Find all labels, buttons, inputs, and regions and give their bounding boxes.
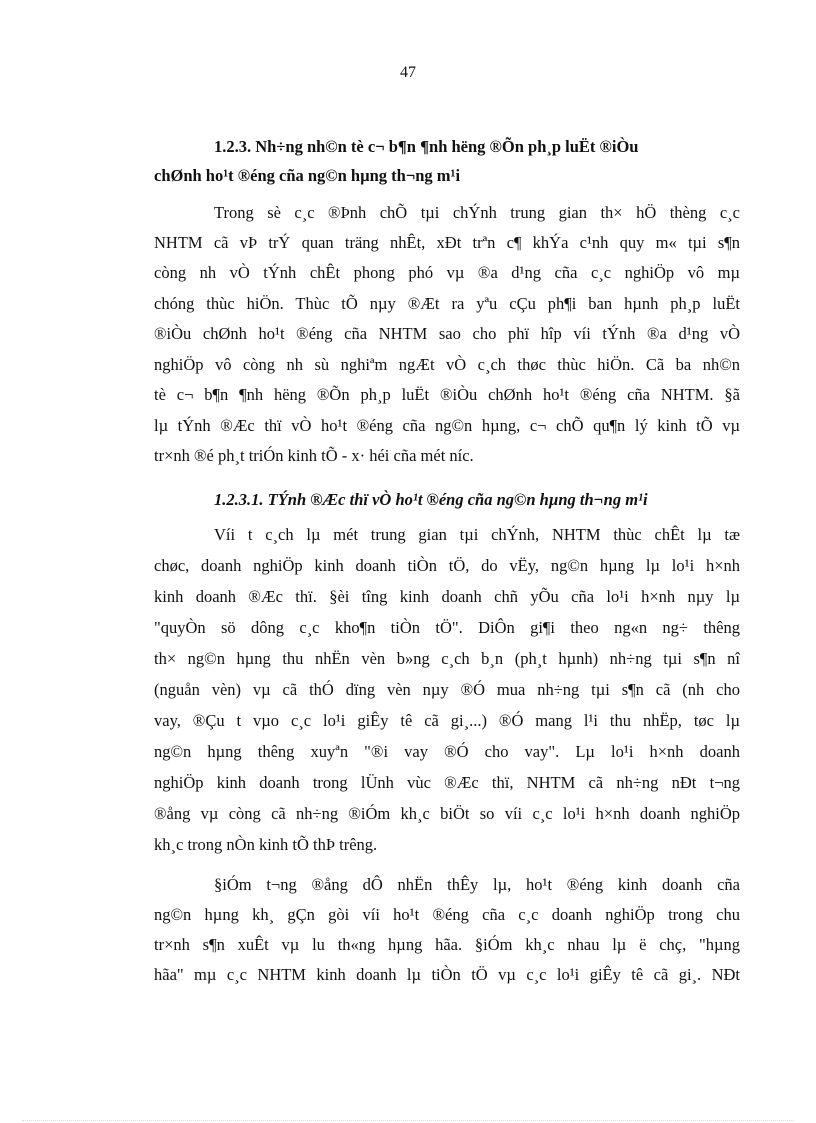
paragraph-line: §iÓm t¬ng ®ång dÔ nhËn thÊy lµ, ho¹t ®éng kinh doanh cña: [214, 875, 740, 894]
paragraph-line: hãa" mµ c¸c NHTM kinh doanh lµ tiÒn tÖ vµ c¸c lo¹i giÊy tê cã gi¸. NÐt: [154, 965, 740, 984]
page-bottom-divider: [22, 1120, 794, 1121]
paragraph-line: ®ång vµ còng cã nh÷ng ®iÓm kh¸c biÖt so víi c¸c lo¹i h×nh doanh nghiÖp: [154, 804, 740, 823]
paragraph-line: NHTM cã vÞ trÝ quan träng nhÊt, xÐt trªn c¶ khÝa c¹nh quy m« tµi s¶n: [154, 233, 740, 252]
paragraph-line: Víi t c¸ch lµ mét trung gian tµi chÝnh, NHTM thùc chÊt lµ tæ: [214, 525, 740, 544]
paragraph-line: (nguån vèn) vµ cã thÓ dïng vèn nµy ®Ó mua nh÷ng tµi s¶n cã (nh cho: [154, 680, 740, 699]
paragraph-line: kinh doanh ®Æc thï. §èi tîng kinh doanh chñ yÕu cña lo¹i h×nh nµy lµ: [154, 587, 740, 606]
paragraph-line: chøc, doanh nghiÖp kinh doanh tiÒn tÖ, do vËy, ng©n hµng lµ lo¹i h×nh: [154, 556, 740, 575]
paragraph-line: chóng thùc hiÖn. Thùc tÕ nµy ®Æt ra yªu cÇu ph¶i ban hµnh ph¸p luËt: [154, 294, 740, 313]
paragraph-line: vay, ®Çu t vµo c¸c lo¹i giÊy tê cã gi¸...) ®Ó mang l¹i thu nhËp, tøc lµ: [154, 711, 740, 730]
section-heading-line-1: 1.2.3. Nh÷ng nh©n tè c¬ b¶n ¶nh hëng ®Õn ph¸p luËt ®iÒu: [214, 137, 639, 156]
paragraph-line: nghiÖp vô còng nh sù nghiªm ngÆt vÒ c¸ch thøc thùc hiÖn. Cã ba nh©n: [154, 355, 740, 374]
paragraph-line: còng nh vÒ tÝnh chÊt phong phó vµ ®a d¹ng cña c¸c nghiÖp vô mµ: [154, 263, 740, 282]
paragraph-line: ®iÒu chØnh ho¹t ®éng cña NHTM sao cho phï hîp víi tÝnh ®a d¹ng vÒ: [154, 324, 740, 343]
paragraph-line: ng©n hµng kh¸ gÇn gòi víi ho¹t ®éng cña c¸c doanh nghiÖp trong chu: [154, 905, 740, 924]
paragraph-line: th× ng©n hµng thu nhËn vèn b»ng c¸ch b¸n (ph¸t hµnh) nh÷ng tµi s¶n nî: [154, 649, 740, 668]
paragraph-line: ng©n hµng thêng xuyªn "®i vay ®Ó cho vay". Lµ lo¹i h×nh doanh: [154, 742, 740, 761]
subsection-heading: 1.2.3.1. TÝnh ®Æc thï vÒ ho¹t ®éng cña ng©n hµng th¬ng m¹i: [214, 490, 648, 509]
page-number: 47: [400, 64, 416, 81]
paragraph-line: lµ tÝnh ®Æc thï vÒ ho¹t ®éng cña ng©n hµng, c¬ chÕ qu¶n lý kinh tÕ vµ: [154, 416, 740, 435]
paragraph-line: Trong sè c¸c ®Þnh chÕ tµi chÝnh trung gian th× hÖ thèng c¸c: [214, 203, 740, 222]
paragraph-line: tr×nh s¶n xuÊt vµ lu th«ng hµng hãa. §iÓm kh¸c nhau lµ ë chç, "hµng: [154, 935, 740, 954]
paragraph-line: tr×nh ®é ph¸t triÓn kinh tÕ - x· héi cña mét níc.: [154, 446, 474, 465]
paragraph-line: "quyÒn sö dông c¸c kho¶n tiÒn tÖ". DiÔn gi¶i theo ng«n ng÷ thêng: [154, 618, 740, 637]
section-heading-line-2: chØnh ho¹t ®éng cña ng©n hµng th¬ng m¹i: [154, 166, 461, 185]
paragraph-line: nghiÖp kinh doanh trong lÜnh vùc ®Æc thï, NHTM cã nh÷ng nÐt t¬ng: [154, 773, 740, 792]
paragraph-line: tè c¬ b¶n ¶nh hëng ®Õn ph¸p luËt ®iÒu chØnh ho¹t ®éng cña NHTM. §ã: [154, 385, 740, 404]
paragraph-line: kh¸c trong nÒn kinh tÕ thÞ trêng.: [154, 835, 378, 854]
